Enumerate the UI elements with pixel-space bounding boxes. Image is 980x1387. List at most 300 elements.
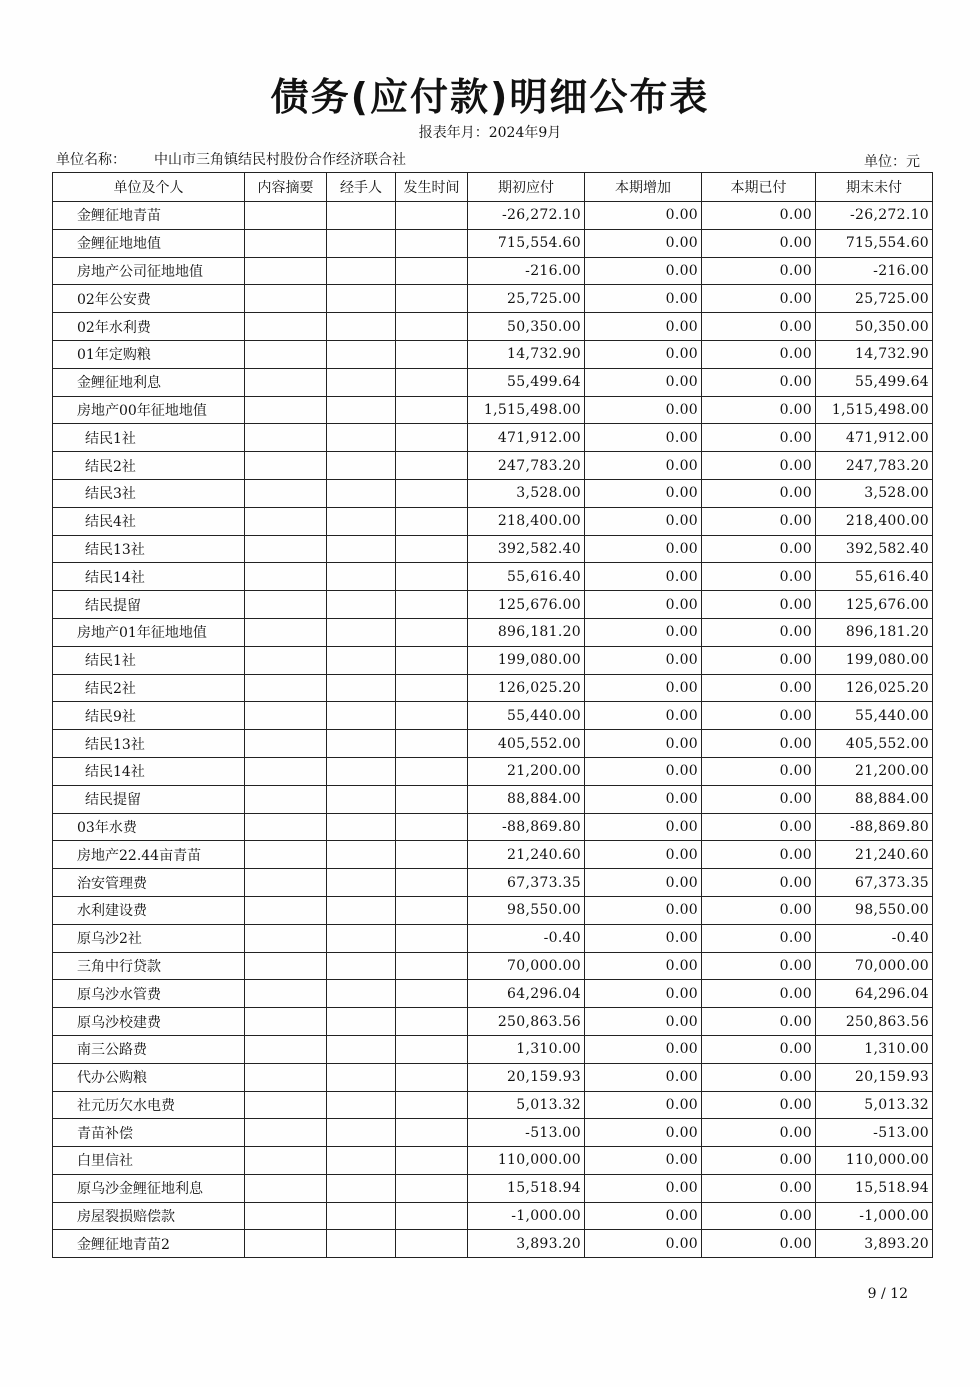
handler-cell [327,980,396,1008]
increase-cell: 0.00 [585,285,702,313]
paid-cell: 0.00 [702,674,816,702]
table-row [53,702,933,730]
increase-cell: 0.00 [585,452,702,480]
handler-cell [327,229,396,257]
unit-name-line [56,149,406,169]
table-row [53,757,933,785]
increase-cell: 0.00 [585,1202,702,1230]
summary-cell [245,730,327,758]
opening-cell: 98,550.00 [468,896,585,924]
opening-cell: 88,884.00 [468,785,585,813]
increase-cell: 0.00 [585,924,702,952]
date-cell [396,452,468,480]
closing-cell: 50,350.00 [816,313,933,341]
increase-cell: 0.00 [585,841,702,869]
table-row [53,1230,933,1258]
handler-cell [327,340,396,368]
opening-cell: 392,582.40 [468,535,585,563]
paid-cell: 0.00 [702,1119,816,1147]
opening-cell: 20,159.93 [468,1063,585,1091]
date-cell [396,924,468,952]
closing-cell: 14,732.90 [816,340,933,368]
paid-cell: 0.00 [702,896,816,924]
table-row [53,479,933,507]
table-row [53,785,933,813]
summary-cell [245,841,327,869]
increase-cell: 0.00 [585,1091,702,1119]
closing-cell: -88,869.80 [816,813,933,841]
page-number: 9 / 12 [867,1286,908,1302]
summary-cell [245,563,327,591]
closing-cell: 15,518.94 [816,1174,933,1202]
entity-cell: 03年水费 [53,813,245,841]
entity-cell: 原乌沙2社 [53,924,245,952]
handler-cell [327,1035,396,1063]
opening-cell: 218,400.00 [468,507,585,535]
paid-cell: 0.00 [702,591,816,619]
handler-cell [327,785,396,813]
closing-cell: 3,893.20 [816,1230,933,1258]
date-cell [396,340,468,368]
handler-cell [327,618,396,646]
paid-cell: 0.00 [702,1008,816,1036]
paid-cell: 0.00 [702,229,816,257]
summary-cell [245,869,327,897]
handler-cell [327,1008,396,1036]
handler-cell [327,1091,396,1119]
closing-cell: 21,240.60 [816,841,933,869]
date-cell [396,563,468,591]
opening-cell: 55,616.40 [468,563,585,591]
handler-cell [327,646,396,674]
paid-cell: 0.00 [702,535,816,563]
closing-cell: 471,912.00 [816,424,933,452]
handler-cell [327,896,396,924]
closing-cell: 1,310.00 [816,1035,933,1063]
date-cell [396,1147,468,1175]
paid-cell: 0.00 [702,646,816,674]
increase-cell: 0.00 [585,479,702,507]
handler-cell [327,507,396,535]
closing-cell: 98,550.00 [816,896,933,924]
payables-table [52,172,933,1258]
table-header-row [53,173,933,202]
closing-cell: 125,676.00 [816,591,933,619]
summary-cell [245,313,327,341]
date-cell [396,980,468,1008]
entity-cell: 房地产22.44亩青苗 [53,841,245,869]
increase-cell: 0.00 [585,396,702,424]
handler-cell [327,869,396,897]
entity-cell: 原乌沙校建费 [53,1008,245,1036]
date-cell [396,869,468,897]
summary-cell [245,1091,327,1119]
entity-cell: 结民14社 [53,563,245,591]
table-row [53,591,933,619]
summary-cell [245,1202,327,1230]
handler-cell [327,424,396,452]
table-row [53,813,933,841]
summary-cell [245,202,327,230]
closing-cell: 70,000.00 [816,952,933,980]
opening-cell: -88,869.80 [468,813,585,841]
closing-cell: 392,582.40 [816,535,933,563]
entity-cell: 02年公安费 [53,285,245,313]
closing-cell: -216.00 [816,257,933,285]
table-row [53,869,933,897]
summary-cell [245,618,327,646]
opening-cell: 125,676.00 [468,591,585,619]
summary-cell [245,479,327,507]
opening-cell: 3,893.20 [468,1230,585,1258]
entity-cell: 治安管理费 [53,869,245,897]
closing-cell: -513.00 [816,1119,933,1147]
handler-cell [327,202,396,230]
paid-cell: 0.00 [702,313,816,341]
closing-cell: 5,013.32 [816,1091,933,1119]
handler-cell [327,368,396,396]
handler-cell [327,1063,396,1091]
summary-cell [245,980,327,1008]
handler-cell [327,479,396,507]
header-summary: 内容摘要 [245,173,327,202]
paid-cell: 0.00 [702,924,816,952]
table-row [53,924,933,952]
opening-cell: 1,310.00 [468,1035,585,1063]
increase-cell: 0.00 [585,368,702,396]
entity-cell: 结民2社 [53,452,245,480]
handler-cell [327,563,396,591]
date-cell [396,396,468,424]
entity-cell: 金鲤征地利息 [53,368,245,396]
date-cell [396,1035,468,1063]
handler-cell [327,924,396,952]
paid-cell: 0.00 [702,952,816,980]
entity-cell: 社元历欠水电费 [53,1091,245,1119]
summary-cell [245,257,327,285]
closing-cell: 88,884.00 [816,785,933,813]
increase-cell: 0.00 [585,869,702,897]
opening-cell: 50,350.00 [468,313,585,341]
summary-cell [245,1119,327,1147]
increase-cell: 0.00 [585,646,702,674]
closing-cell: 896,181.20 [816,618,933,646]
increase-cell: 0.00 [585,563,702,591]
summary-cell [245,757,327,785]
entity-cell: 三角中行贷款 [53,952,245,980]
table-body [53,202,933,1258]
opening-cell: 70,000.00 [468,952,585,980]
handler-cell [327,285,396,313]
date-cell [396,674,468,702]
table-row [53,674,933,702]
currency-unit: 单位：元 [864,154,920,170]
increase-cell: 0.00 [585,674,702,702]
summary-cell [245,340,327,368]
header-closing: 期末未付 [816,173,933,202]
increase-cell: 0.00 [585,618,702,646]
entity-cell: 结民3社 [53,479,245,507]
table-row [53,424,933,452]
paid-cell: 0.00 [702,1147,816,1175]
header-opening: 期初应付 [468,173,585,202]
paid-cell: 0.00 [702,396,816,424]
entity-cell: 水利建设费 [53,896,245,924]
opening-cell: 250,863.56 [468,1008,585,1036]
table-row [53,340,933,368]
handler-cell [327,535,396,563]
closing-cell: 55,440.00 [816,702,933,730]
entity-cell: 结民4社 [53,507,245,535]
date-cell [396,1063,468,1091]
paid-cell: 0.00 [702,841,816,869]
date-cell [396,1202,468,1230]
date-cell [396,730,468,758]
increase-cell: 0.00 [585,340,702,368]
entity-cell: 结民14社 [53,757,245,785]
increase-cell: 0.00 [585,896,702,924]
summary-cell [245,1035,327,1063]
summary-cell [245,674,327,702]
closing-cell: 67,373.35 [816,869,933,897]
opening-cell: 199,080.00 [468,646,585,674]
table-row [53,535,933,563]
paid-cell: 0.00 [702,813,816,841]
unit-name-value: 中山市三角镇结民村股份合作经济联合社 [154,152,406,168]
entity-cell: 南三公路费 [53,1035,245,1063]
entity-cell: 结民1社 [53,424,245,452]
summary-cell [245,924,327,952]
entity-cell: 金鲤征地青苗 [53,202,245,230]
entity-cell: 房屋裂损赔偿款 [53,1202,245,1230]
date-cell [396,841,468,869]
increase-cell: 0.00 [585,1147,702,1175]
header-increase: 本期增加 [585,173,702,202]
opening-cell: 110,000.00 [468,1147,585,1175]
increase-cell: 0.00 [585,1119,702,1147]
increase-cell: 0.00 [585,424,702,452]
entity-cell: 结民13社 [53,535,245,563]
summary-cell [245,535,327,563]
summary-cell [245,1147,327,1175]
increase-cell: 0.00 [585,313,702,341]
header-handler: 经手人 [327,173,396,202]
closing-cell: 247,783.20 [816,452,933,480]
paid-cell: 0.00 [702,1063,816,1091]
opening-cell: 471,912.00 [468,424,585,452]
date-cell [396,1091,468,1119]
paid-cell: 0.00 [702,285,816,313]
closing-cell: 250,863.56 [816,1008,933,1036]
unit-name-label: 单位名称： [56,152,126,168]
entity-cell: 结民1社 [53,646,245,674]
paid-cell: 0.00 [702,702,816,730]
date-cell [396,368,468,396]
entity-cell: 房地产01年征地地值 [53,618,245,646]
table-row [53,285,933,313]
entity-cell: 原乌沙水管费 [53,980,245,1008]
date-cell [396,229,468,257]
summary-cell [245,424,327,452]
opening-cell: 55,440.00 [468,702,585,730]
date-cell [396,202,468,230]
summary-cell [245,1174,327,1202]
summary-cell [245,646,327,674]
opening-cell: 405,552.00 [468,730,585,758]
opening-cell: 896,181.20 [468,618,585,646]
handler-cell [327,257,396,285]
handler-cell [327,841,396,869]
date-cell [396,507,468,535]
table-row [53,952,933,980]
entity-cell: 结民提留 [53,785,245,813]
increase-cell: 0.00 [585,1174,702,1202]
summary-cell [245,785,327,813]
table-row [53,1091,933,1119]
date-cell [396,424,468,452]
handler-cell [327,1119,396,1147]
closing-cell: 218,400.00 [816,507,933,535]
table-row [53,841,933,869]
date-cell [396,757,468,785]
paid-cell: 0.00 [702,618,816,646]
increase-cell: 0.00 [585,507,702,535]
increase-cell: 0.00 [585,535,702,563]
table-row [53,646,933,674]
date-cell [396,285,468,313]
summary-cell [245,702,327,730]
summary-cell [245,452,327,480]
date-cell [396,1230,468,1258]
paid-cell: 0.00 [702,1091,816,1119]
handler-cell [327,313,396,341]
increase-cell: 0.00 [585,591,702,619]
closing-cell: 64,296.04 [816,980,933,1008]
opening-cell: 64,296.04 [468,980,585,1008]
table-row [53,507,933,535]
entity-cell: 代办公购粮 [53,1063,245,1091]
handler-cell [327,1147,396,1175]
opening-cell: 5,013.32 [468,1091,585,1119]
paid-cell: 0.00 [702,730,816,758]
opening-cell: 247,783.20 [468,452,585,480]
entity-cell: 结民2社 [53,674,245,702]
entity-cell: 01年定购粮 [53,340,245,368]
opening-cell: 715,554.60 [468,229,585,257]
table-row [53,1035,933,1063]
closing-cell: -1,000.00 [816,1202,933,1230]
opening-cell: 1,515,498.00 [468,396,585,424]
date-cell [396,1008,468,1036]
table-row [53,1008,933,1036]
header-paid: 本期已付 [702,173,816,202]
table-row [53,1063,933,1091]
closing-cell: 20,159.93 [816,1063,933,1091]
entity-cell: 金鲤征地青苗2 [53,1230,245,1258]
table-row [53,563,933,591]
date-cell [396,1174,468,1202]
closing-cell: 25,725.00 [816,285,933,313]
summary-cell [245,396,327,424]
header-date: 发生时间 [396,173,468,202]
opening-cell: 15,518.94 [468,1174,585,1202]
table-row [53,368,933,396]
paid-cell: 0.00 [702,452,816,480]
increase-cell: 0.00 [585,1230,702,1258]
table-row [53,730,933,758]
summary-cell [245,229,327,257]
report-period: 报表年月：2024年9月 [418,125,562,141]
handler-cell [327,396,396,424]
opening-cell: -26,272.10 [468,202,585,230]
header-entity: 单位及个人 [53,173,245,202]
table-row [53,1147,933,1175]
opening-cell: 21,200.00 [468,757,585,785]
paid-cell: 0.00 [702,980,816,1008]
date-cell [396,618,468,646]
table-row [53,452,933,480]
closing-cell: 3,528.00 [816,479,933,507]
table-row [53,313,933,341]
table-row [53,618,933,646]
opening-cell: 126,025.20 [468,674,585,702]
paid-cell: 0.00 [702,424,816,452]
paid-cell: 0.00 [702,479,816,507]
opening-cell: -216.00 [468,257,585,285]
increase-cell: 0.00 [585,702,702,730]
summary-cell [245,591,327,619]
increase-cell: 0.00 [585,257,702,285]
summary-cell [245,952,327,980]
paid-cell: 0.00 [702,202,816,230]
paid-cell: 0.00 [702,1174,816,1202]
date-cell [396,952,468,980]
handler-cell [327,1230,396,1258]
summary-cell [245,813,327,841]
handler-cell [327,702,396,730]
table-row [53,202,933,230]
date-cell [396,1119,468,1147]
entity-cell: 结民提留 [53,591,245,619]
summary-cell [245,368,327,396]
entity-cell: 房地产00年征地地值 [53,396,245,424]
closing-cell: 55,499.64 [816,368,933,396]
table-row [53,1119,933,1147]
increase-cell: 0.00 [585,757,702,785]
closing-cell: -0.40 [816,924,933,952]
date-cell [396,785,468,813]
closing-cell: 715,554.60 [816,229,933,257]
closing-cell: -26,272.10 [816,202,933,230]
closing-cell: 21,200.00 [816,757,933,785]
opening-cell: 14,732.90 [468,340,585,368]
summary-cell [245,1008,327,1036]
table-row [53,896,933,924]
increase-cell: 0.00 [585,785,702,813]
entity-cell: 白里信社 [53,1147,245,1175]
opening-cell: 21,240.60 [468,841,585,869]
entity-cell: 原乌沙金鲤征地利息 [53,1174,245,1202]
table-row [53,257,933,285]
closing-cell: 126,025.20 [816,674,933,702]
paid-cell: 0.00 [702,507,816,535]
increase-cell: 0.00 [585,1035,702,1063]
table-row [53,1202,933,1230]
opening-cell: 67,373.35 [468,869,585,897]
closing-cell: 110,000.00 [816,1147,933,1175]
paid-cell: 0.00 [702,757,816,785]
table-row [53,229,933,257]
